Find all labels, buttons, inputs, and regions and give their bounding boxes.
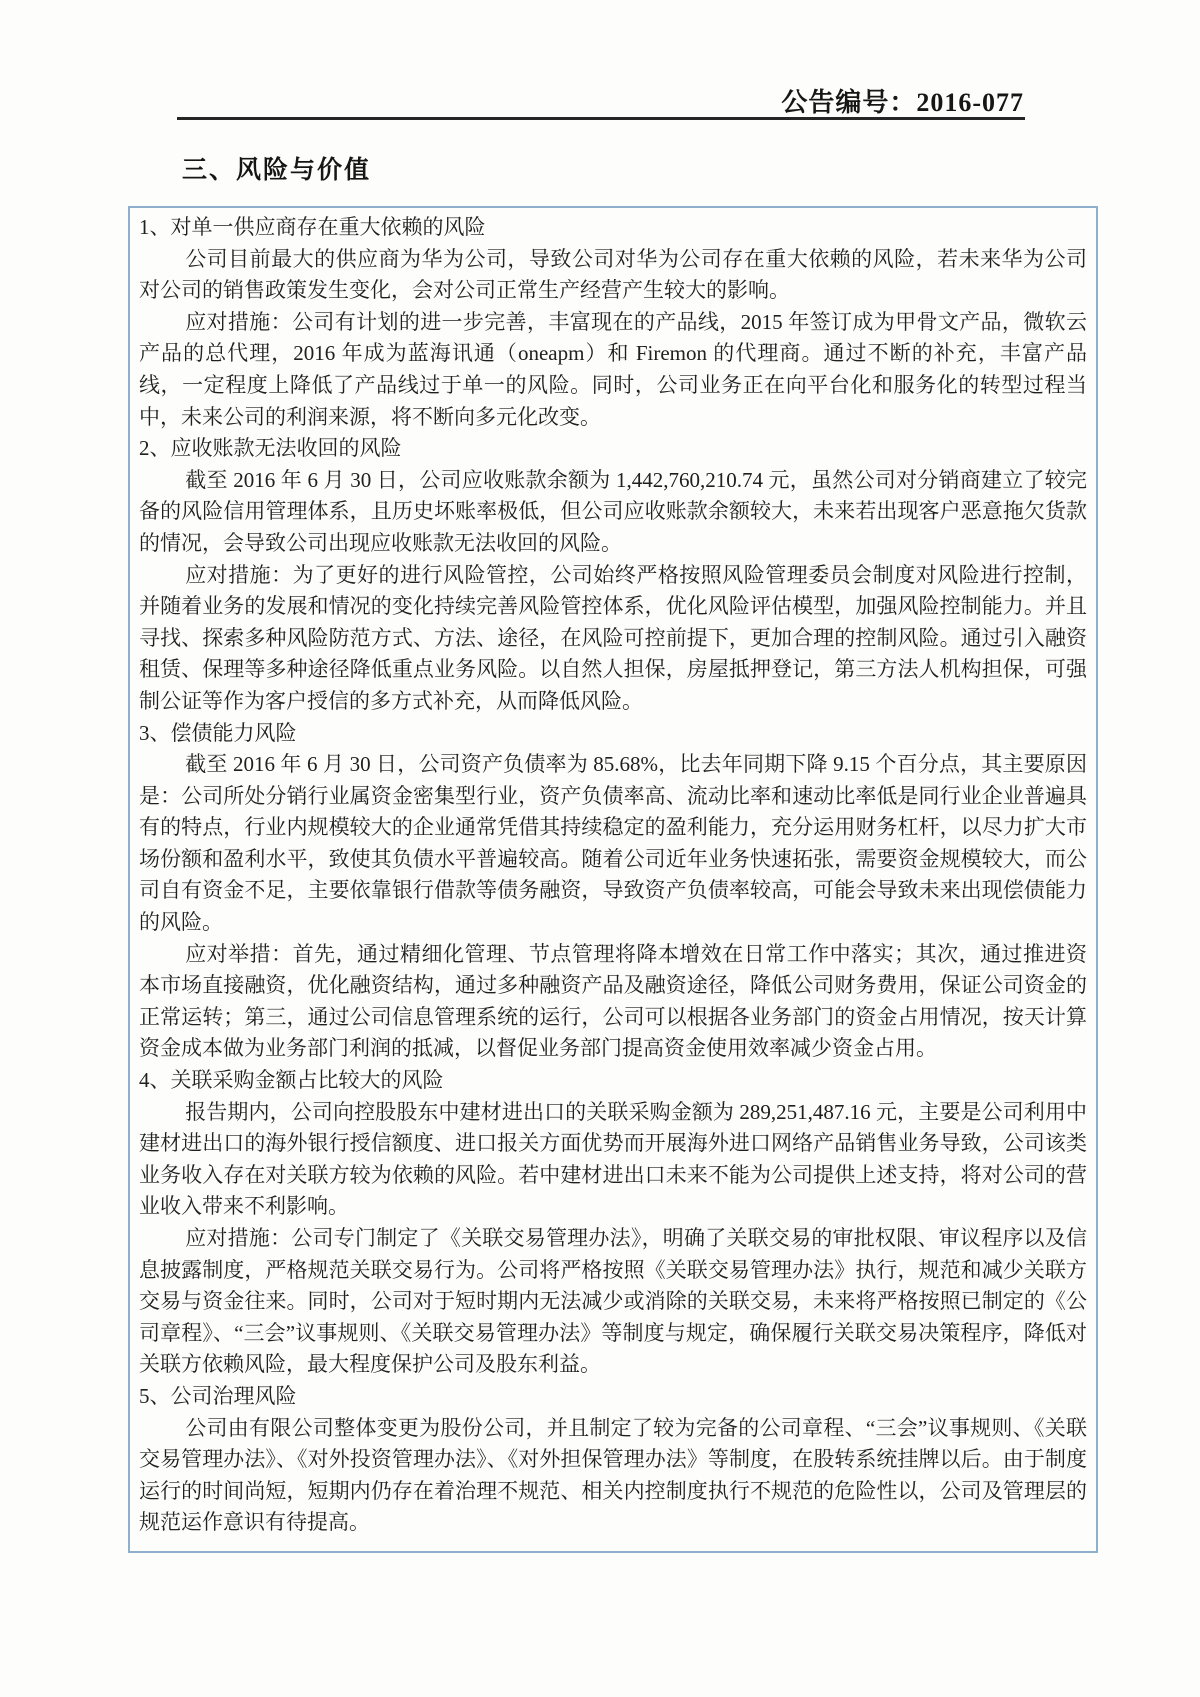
risk-paragraph: 应对举措：首先，通过精细化管理、节点管理将降本增效在日常工作中落实；其次，通过推进资本市场直接融资，优化融资结构，通过多种融资产品及融资途径，降低公司财务费用，保证公司资金的正常运转；第三，通过公司信息管理系统的运行，公司可以根据各业务部门的资金占用情况，按天计算资金成本做为业务部门利润的抵减，以督促业务部门提高资金使用效率减少资金占用。	[139, 941, 1087, 1061]
risk-paragraph: 公司由有限公司整体变更为股份公司，并且制定了较为完备的公司章程、“三会”议事规则、《关联交易管理办法》、《对外投资管理办法》、《对外担保管理办法》等制度，在股转系统挂牌以后。由于制度运行的时间尚短，短期内仍存在着治理不规范、相关内控制度执行不规范的危险性以，公司及管理层的规范运作意识有待提高。	[139, 1415, 1087, 1535]
page-title: 三、风险与价值	[182, 157, 372, 184]
risk-box	[128, 206, 1098, 1553]
risk-heading: 4、关联采购金额占比较大的风险	[139, 1068, 444, 1093]
risk-item-4	[139, 1065, 1087, 1381]
risk-item-2	[139, 433, 1087, 717]
risk-item-3	[139, 718, 1087, 1066]
risk-paragraph: 应对措施：公司有计划的进一步完善，丰富现在的产品线，2015 年签订成为甲骨文产品，微软云产品的总代理，2016 年成为蓝海讯通（oneapm）和 Firemon 的代理商。通过不断的补充，丰富产品线，一定程度上降低了产品线过于单一的风险。同时，公司业务正在向平台化和服务化的转型过程当中，未来公司的利润来源，将不断向多元化改变。	[139, 309, 1087, 429]
header-divider-line	[177, 117, 1025, 120]
risk-heading: 5、公司治理风险	[139, 1383, 297, 1408]
risk-heading: 1、对单一供应商存在重大依赖的风险	[139, 215, 486, 239]
risk-heading: 2、应收账款无法收回的风险	[139, 436, 402, 461]
risk-paragraph: 应对措施：公司专门制定了《关联交易管理办法》，明确了关联交易的审批权限、审议程序以及信息披露制度，严格规范关联交易行为。公司将严格按照《关联交易管理办法》执行，规范和减少关联方交易与资金往来。同时，公司对于短时期内无法减少或消除的关联交易，未来将严格按照已制定的《公司章程》、“三会”议事规则、《关联交易管理办法》等制度与规定，确保履行关联交易决策程序，降低对关联方依赖风险，最大程度保护公司及股东利益。	[139, 1226, 1087, 1377]
risk-paragraph: 截至 2016 年 6 月 30 日，公司应收账款余额为 1,442,760,210.74 元，虽然公司对分销商建立了较完备的风险信用管理体系，且历史坏账率极低，但公司应收账款余额较大，未来若出现客户恶意拖欠货款的情况，会导致公司出现应收账款无法收回的风险。	[139, 467, 1087, 555]
risk-paragraph: 公司目前最大的供应商为华为公司，导致公司对华为公司存在重大依赖的风险，若未来华为公司对公司的销售政策发生变化，会对公司正常生产经营产生较大的影响。	[139, 246, 1087, 303]
risk-item-1	[139, 212, 1087, 433]
risk-item-5	[139, 1381, 1087, 1539]
risk-paragraph: 报告期内，公司向控股股东中建材进出口的关联采购金额为 289,251,487.16 元，主要是公司利用中建材进出口的海外银行授信额度、进口报关方面优势而开展海外进口网络产品销售业务导致，公司该类业务收入存在对关联方较为依赖的风险。若中建材进出口未来不能为公司提供上述支持，将对公司的营业收入带来不利影响。	[139, 1099, 1087, 1219]
risk-paragraph: 截至 2016 年 6 月 30 日，公司资产负债率为 85.68%，比去年同期下降 9.15 个百分点，其主要原因是：公司所处分销行业属资金密集型行业，资产负债率高、流动比率和速动比率低是同行业企业普遍具有的特点，行业内规模较大的企业通常凭借其持续稳定的盈利能力，充分运用财务杠杆，以尽力扩大市场份额和盈利水平，致使其负债水平普遍较高。随着公司近年业务快速拓张，需要资金规模较大，而公司自有资金不足，主要依靠银行借款等债务融资，导致资产负债率较高，可能会导致未来出现偿债能力的风险。	[139, 752, 1087, 935]
announcement-number: 公告编号：2016-077	[781, 88, 1024, 117]
risk-heading: 3、偿债能力风险	[139, 720, 297, 745]
risk-paragraph: 应对措施：为了更好的进行风险管控，公司始终严格按照风险管理委员会制度对风险进行控制，并随着业务的发展和情况的变化持续完善风险管控体系，优化风险评估模型，加强风险控制能力。并且寻找、探索多种风险防范方式、方法、途径，在风险可控前提下，更加合理的控制风险。通过引入融资租赁、保理等多种途径降低重点业务风险。以自然人担保，房屋抵押登记，第三方法人机构担保，可强制公证等作为客户授信的多方式补充，从而降低风险。	[139, 562, 1087, 713]
